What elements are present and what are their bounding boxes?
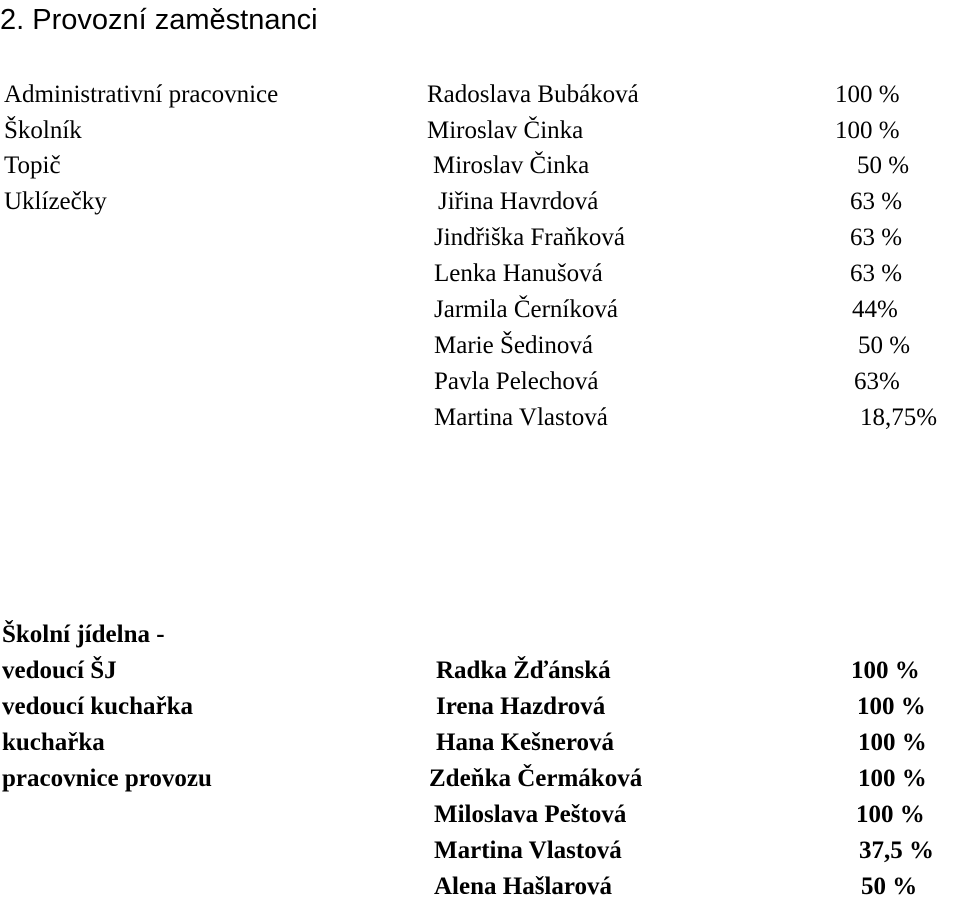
staff-row xyxy=(0,400,960,436)
canteen-heading: Školní jídelna - xyxy=(2,621,165,648)
staff-percent: 37,5 % xyxy=(859,837,934,864)
staff-name: Martina Vlastová xyxy=(434,404,608,431)
staff-percent: 63 % xyxy=(850,260,903,287)
staff-percent: 100 % xyxy=(835,117,900,144)
canteen-staff-row xyxy=(0,725,960,761)
canteen-staff-row xyxy=(0,797,960,833)
staff-name: Radka Žďánská xyxy=(436,657,611,684)
staff-name: Lenka Hanušová xyxy=(434,260,603,287)
staff-percent: 100 % xyxy=(851,657,920,684)
staff-row xyxy=(0,256,960,292)
staff-role: Administrativní pracovnice xyxy=(4,81,279,108)
staff-name: Alena Hašlarová xyxy=(434,873,613,900)
staff-row xyxy=(0,184,960,220)
staff-percent: 50 % xyxy=(857,152,910,179)
staff-row xyxy=(0,113,960,149)
staff-name: Jindřiška Fraňková xyxy=(434,224,625,251)
staff-percent: 100 % xyxy=(856,801,925,828)
staff-percent: 18,75% xyxy=(860,404,938,431)
staff-percent: 100 % xyxy=(858,729,927,756)
staff-percent: 100 % xyxy=(835,81,900,108)
staff-name: Miloslava Peštová xyxy=(434,801,627,828)
staff-role: pracovnice provozu xyxy=(2,765,212,792)
staff-role: Topič xyxy=(4,152,61,179)
staff-name: Marie Šedinová xyxy=(434,332,593,359)
canteen-staff-row xyxy=(0,653,960,689)
staff-role: vedoucí ŠJ xyxy=(2,657,117,684)
staff-row xyxy=(0,328,960,364)
staff-role: Uklízečky xyxy=(4,188,107,215)
staff-row xyxy=(0,364,960,400)
staff-percent: 63% xyxy=(854,368,900,395)
staff-name: Miroslav Činka xyxy=(433,152,590,179)
canteen-staff-row xyxy=(0,689,960,725)
staff-row xyxy=(0,77,960,113)
staff-role: kuchařka xyxy=(2,729,105,756)
staff-percent: 44% xyxy=(852,296,898,323)
staff-role: vedoucí kuchařka xyxy=(2,693,194,720)
canteen-staff-row xyxy=(0,761,960,797)
staff-percent: 63 % xyxy=(850,224,903,251)
staff-row xyxy=(0,292,960,328)
staff-percent: 50 % xyxy=(858,332,911,359)
canteen-heading-row xyxy=(0,617,960,653)
staff-name: Radoslava Bubáková xyxy=(427,81,639,108)
staff-row xyxy=(0,220,960,256)
staff-name: Jiřina Havrdová xyxy=(438,188,599,215)
staff-percent: 50 % xyxy=(861,873,918,900)
staff-percent: 63 % xyxy=(850,188,903,215)
staff-percent: 100 % xyxy=(858,765,927,792)
staff-name: Irena Hazdrová xyxy=(436,693,606,720)
staff-name: Jarmila Černíková xyxy=(434,296,618,323)
staff-name: Martina Vlastová xyxy=(434,837,622,864)
staff-name: Pavla Pelechová xyxy=(434,368,599,395)
staff-role: Školník xyxy=(4,117,82,144)
staff-percent: 100 % xyxy=(857,693,926,720)
staff-name: Zdeňka Čermáková xyxy=(429,765,643,792)
canteen-staff-row xyxy=(0,833,960,869)
staff-name: Miroslav Činka xyxy=(427,117,584,144)
section-heading: 2. Provozní zaměstnanci xyxy=(0,4,318,36)
staff-name: Hana Kešnerová xyxy=(436,729,615,756)
staff-row xyxy=(0,148,960,184)
